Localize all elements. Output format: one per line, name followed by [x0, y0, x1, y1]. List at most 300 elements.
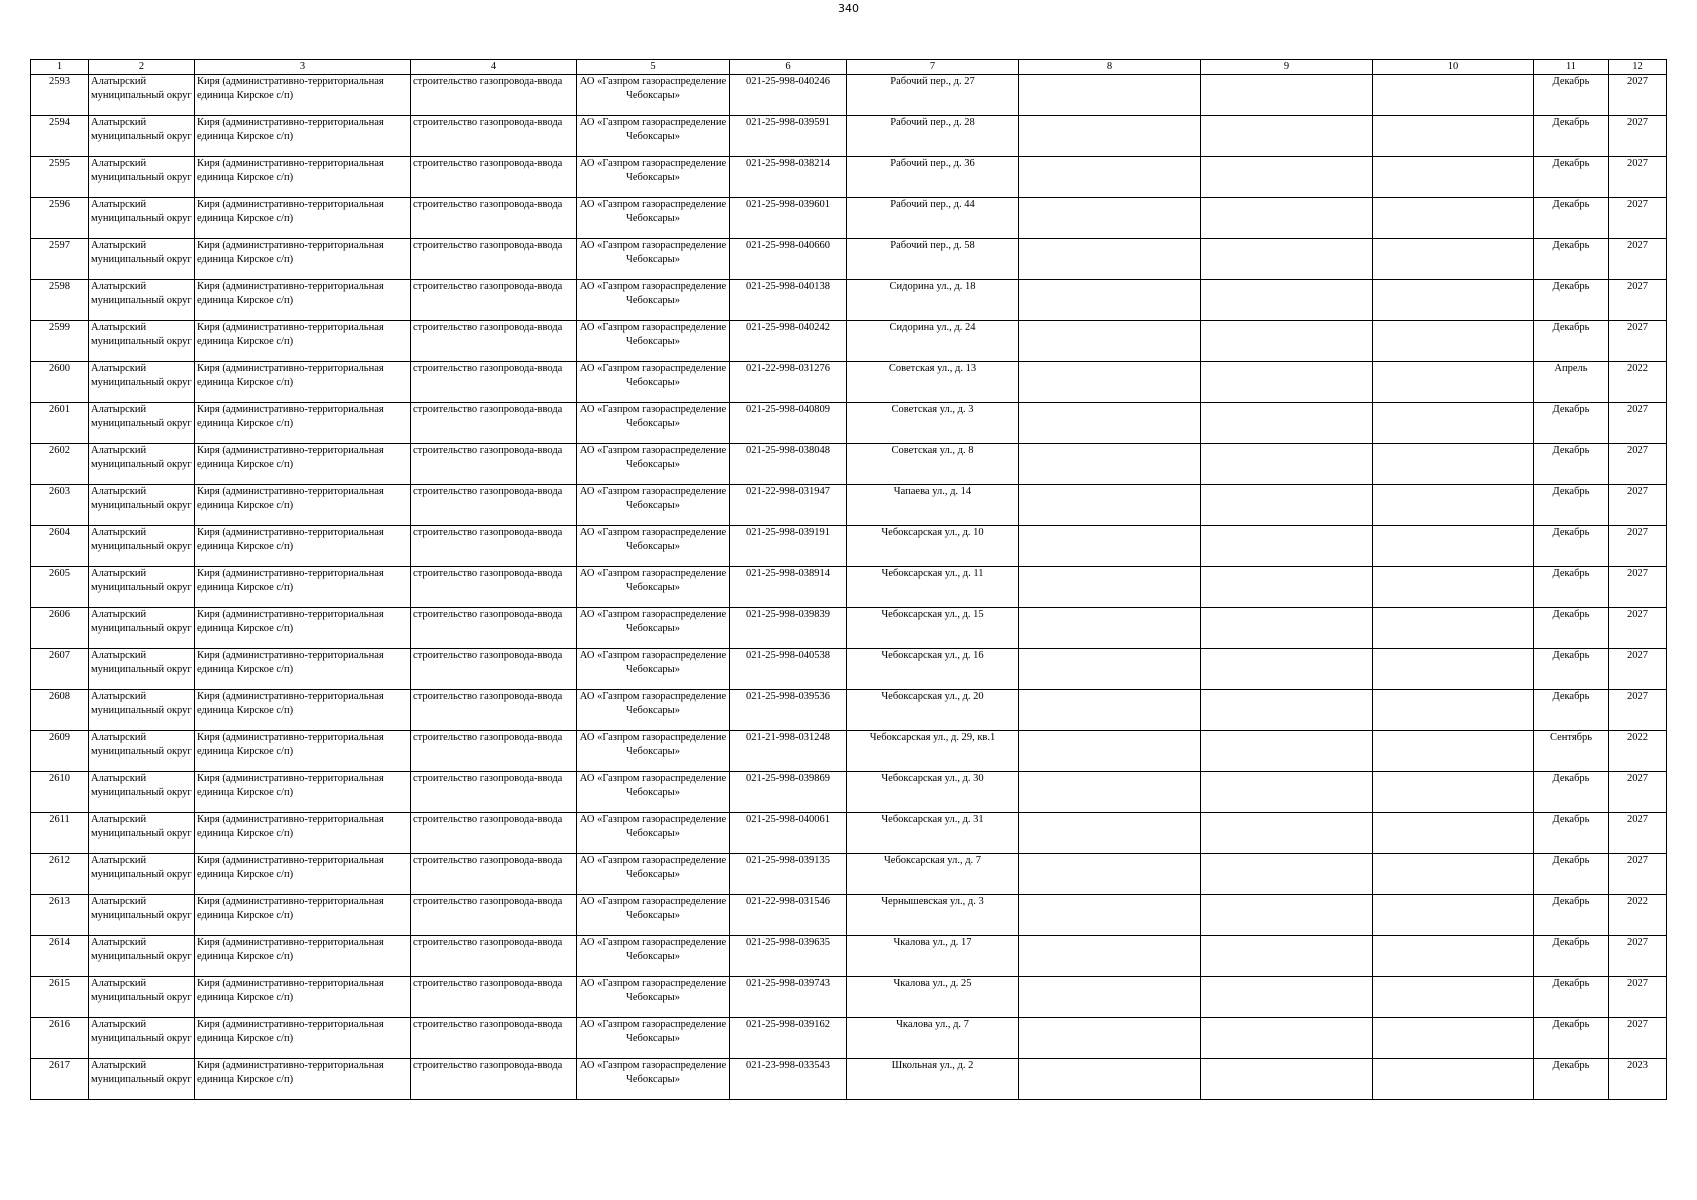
column-9-cell — [1201, 936, 1373, 977]
year-cell-text: 2027 — [1627, 404, 1648, 415]
year-cell — [1609, 649, 1667, 690]
application-code-cell-text: 021-22-998-031947 — [746, 486, 830, 497]
locality-cell-text: Киря (административно-территориальная единица Кирское с/п) — [197, 1060, 384, 1085]
row-number-cell — [31, 280, 89, 321]
table-row — [31, 936, 1667, 977]
gas-company-cell — [577, 362, 730, 403]
row-number-cell-text: 2600 — [49, 363, 70, 374]
column-number: 8 — [1019, 60, 1201, 75]
gas-company-cell-text: АО «Газпром газораспределение Чебоксары» — [579, 199, 727, 224]
column-10-cell — [1373, 157, 1534, 198]
row-number-cell — [31, 362, 89, 403]
year-cell-text: 2027 — [1627, 117, 1648, 128]
table-row — [31, 854, 1667, 895]
address-cell — [847, 485, 1019, 526]
locality-cell — [195, 936, 411, 977]
month-cell-text: Декабрь — [1552, 117, 1590, 128]
work-type-cell-text: строительство газопровода-ввода — [413, 896, 563, 907]
application-code-cell — [730, 485, 847, 526]
gas-company-cell — [577, 157, 730, 198]
row-number-cell — [31, 239, 89, 280]
column-8-cell — [1019, 731, 1201, 772]
district-cell-text: Алатырский муниципальный округ — [91, 978, 192, 1003]
row-number-cell — [31, 813, 89, 854]
district-cell-text: Алатырский муниципальный округ — [91, 281, 192, 306]
address-cell — [847, 895, 1019, 936]
column-8-cell-text — [1021, 116, 1198, 156]
column-9-cell — [1201, 280, 1373, 321]
district-cell — [89, 854, 195, 895]
work-type-cell-text: строительство газопровода-ввода — [413, 281, 563, 292]
month-cell-text: Декабрь — [1552, 1019, 1590, 1030]
application-code-cell — [730, 1059, 847, 1100]
district-cell-text: Алатырский муниципальный округ — [91, 527, 192, 552]
year-cell-text: 2022 — [1627, 732, 1648, 743]
district-cell-text: Алатырский муниципальный округ — [91, 445, 192, 470]
district-cell — [89, 444, 195, 485]
month-cell-text: Декабрь — [1552, 404, 1590, 415]
gas-company-cell — [577, 75, 730, 116]
district-cell-text: Алатырский муниципальный округ — [91, 814, 192, 839]
column-9-cell — [1201, 731, 1373, 772]
column-9-cell — [1201, 239, 1373, 280]
locality-cell-text: Киря (административно-территориальная единица Кирское с/п) — [197, 240, 384, 265]
column-9-cell-text — [1203, 813, 1370, 853]
gas-company-cell — [577, 936, 730, 977]
locality-cell-text: Киря (административно-территориальная единица Кирское с/п) — [197, 773, 384, 798]
month-cell-text: Декабрь — [1552, 445, 1590, 456]
column-8-cell-text — [1021, 198, 1198, 238]
year-cell — [1609, 731, 1667, 772]
application-code-cell — [730, 75, 847, 116]
district-cell-text: Алатырский муниципальный округ — [91, 691, 192, 716]
column-9-cell-text — [1203, 608, 1370, 648]
gas-company-cell — [577, 690, 730, 731]
row-number-cell-text: 2596 — [49, 199, 70, 210]
district-cell — [89, 608, 195, 649]
application-code-cell-text: 021-25-998-038048 — [746, 445, 830, 456]
month-cell-text: Декабрь — [1552, 650, 1590, 661]
district-cell — [89, 485, 195, 526]
column-10-cell — [1373, 321, 1534, 362]
table-row — [31, 362, 1667, 403]
locality-cell-text: Киря (административно-территориальная единица Кирское с/п) — [197, 322, 384, 347]
district-cell-text: Алатырский муниципальный округ — [91, 568, 192, 593]
locality-cell-text: Киря (административно-территориальная единица Кирское с/п) — [197, 609, 384, 634]
column-number: 5 — [577, 60, 730, 75]
gas-company-cell-text: АО «Газпром газораспределение Чебоксары» — [579, 609, 727, 634]
gas-company-cell — [577, 116, 730, 157]
table-row — [31, 526, 1667, 567]
column-8-cell-text — [1021, 239, 1198, 279]
application-code-cell-text: 021-25-998-039869 — [746, 773, 830, 784]
row-number-cell-text: 2606 — [49, 609, 70, 620]
column-10-cell — [1373, 690, 1534, 731]
application-code-cell — [730, 731, 847, 772]
address-cell — [847, 854, 1019, 895]
application-code-cell-text: 021-21-998-031248 — [746, 732, 830, 743]
column-10-cell — [1373, 444, 1534, 485]
district-cell — [89, 280, 195, 321]
district-cell — [89, 731, 195, 772]
column-8-cell-text — [1021, 321, 1198, 361]
work-type-cell-text: строительство газопровода-ввода — [413, 322, 563, 333]
district-cell-text: Алатырский муниципальный округ — [91, 486, 192, 511]
address-cell-text: Чапаева ул., д. 14 — [893, 486, 972, 497]
column-8-cell — [1019, 567, 1201, 608]
year-cell-text: 2027 — [1627, 650, 1648, 661]
gas-company-cell — [577, 444, 730, 485]
row-number-cell-text: 2602 — [49, 445, 70, 456]
work-type-cell-text: строительство газопровода-ввода — [413, 76, 563, 87]
gas-company-cell — [577, 280, 730, 321]
column-8-cell-text — [1021, 526, 1198, 566]
application-code-cell-text: 021-25-998-039839 — [746, 609, 830, 620]
row-number-cell-text: 2599 — [49, 322, 70, 333]
address-cell-text: Чкалова ул., д. 17 — [893, 937, 972, 948]
application-code-cell-text: 021-25-998-038914 — [746, 568, 830, 579]
address-cell — [847, 157, 1019, 198]
address-cell-text: Советская ул., д. 8 — [891, 445, 974, 456]
column-8-cell-text — [1021, 731, 1198, 771]
gas-company-cell-text: АО «Газпром газораспределение Чебоксары» — [579, 76, 727, 101]
address-cell-text: Чебоксарская ул., д. 7 — [883, 855, 982, 866]
column-9-cell-text — [1203, 116, 1370, 156]
year-cell — [1609, 198, 1667, 239]
application-code-cell — [730, 157, 847, 198]
row-number-cell — [31, 444, 89, 485]
column-10-cell-text — [1375, 1018, 1531, 1058]
row-number-cell-text: 2595 — [49, 158, 70, 169]
table-row — [31, 321, 1667, 362]
locality-cell — [195, 362, 411, 403]
table-row — [31, 116, 1667, 157]
application-code-cell — [730, 567, 847, 608]
column-10-cell — [1373, 854, 1534, 895]
year-cell-text: 2027 — [1627, 691, 1648, 702]
work-type-cell — [411, 116, 577, 157]
application-code-cell — [730, 649, 847, 690]
application-code-cell — [730, 813, 847, 854]
application-code-cell-text: 021-22-998-031546 — [746, 896, 830, 907]
address-cell-text: Рабочий пер., д. 58 — [890, 240, 975, 251]
month-cell-text: Декабрь — [1552, 158, 1590, 169]
column-9-cell — [1201, 198, 1373, 239]
table-row — [31, 198, 1667, 239]
gas-company-cell — [577, 731, 730, 772]
district-cell — [89, 813, 195, 854]
district-cell — [89, 403, 195, 444]
column-10-cell — [1373, 936, 1534, 977]
work-type-cell — [411, 731, 577, 772]
gas-company-cell — [577, 813, 730, 854]
column-8-cell-text — [1021, 813, 1198, 853]
month-cell-text: Декабрь — [1552, 773, 1590, 784]
column-10-cell-text — [1375, 116, 1531, 156]
column-number: 4 — [411, 60, 577, 75]
column-10-cell-text — [1375, 1059, 1531, 1099]
column-8-cell-text — [1021, 157, 1198, 197]
table-row — [31, 731, 1667, 772]
row-number-cell — [31, 649, 89, 690]
address-cell-text: Чебоксарская ул., д. 10 — [881, 527, 984, 538]
address-cell-text: Чернышевская ул., д. 3 — [881, 896, 984, 907]
month-cell-text: Декабрь — [1552, 855, 1590, 866]
year-cell — [1609, 772, 1667, 813]
column-9-cell-text — [1203, 362, 1370, 402]
column-number: 6 — [730, 60, 847, 75]
year-cell-text: 2027 — [1627, 1019, 1648, 1030]
application-code-cell — [730, 116, 847, 157]
column-10-cell-text — [1375, 567, 1531, 607]
district-cell-text: Алатырский муниципальный округ — [91, 1019, 192, 1044]
column-10-cell-text — [1375, 280, 1531, 320]
month-cell-text: Апрель — [1554, 363, 1588, 374]
district-cell-text: Алатырский муниципальный округ — [91, 199, 192, 224]
column-9-cell-text — [1203, 567, 1370, 607]
locality-cell-text: Киря (административно-территориальная единица Кирское с/п) — [197, 650, 384, 675]
column-9-cell — [1201, 813, 1373, 854]
column-8-cell — [1019, 321, 1201, 362]
row-number-cell-text: 2601 — [49, 404, 70, 415]
gas-company-cell — [577, 526, 730, 567]
address-cell-text: Чкалова ул., д. 7 — [896, 1019, 969, 1030]
work-type-cell-text: строительство газопровода-ввода — [413, 773, 563, 784]
district-cell — [89, 567, 195, 608]
address-cell-text: Советская ул., д. 3 — [891, 404, 974, 415]
month-cell — [1534, 75, 1609, 116]
column-8-cell-text — [1021, 567, 1198, 607]
month-cell — [1534, 936, 1609, 977]
row-number-cell — [31, 1018, 89, 1059]
locality-cell — [195, 1059, 411, 1100]
address-cell — [847, 198, 1019, 239]
gas-company-cell-text: АО «Газпром газораспределение Чебоксары» — [579, 650, 727, 675]
gas-company-cell-text: АО «Газпром газораспределение Чебоксары» — [579, 322, 727, 347]
locality-cell — [195, 75, 411, 116]
application-code-cell — [730, 280, 847, 321]
application-code-cell — [730, 362, 847, 403]
year-cell — [1609, 321, 1667, 362]
year-cell-text: 2022 — [1627, 363, 1648, 374]
row-number-cell-text: 2616 — [49, 1019, 70, 1030]
address-cell-text: Чебоксарская ул., д. 16 — [881, 650, 984, 661]
column-9-cell-text — [1203, 157, 1370, 197]
work-type-cell-text: строительство газопровода-ввода — [413, 199, 563, 210]
month-cell-text: Сентябрь — [1549, 732, 1593, 743]
district-cell — [89, 526, 195, 567]
gas-company-cell-text: АО «Газпром газораспределение Чебоксары» — [579, 240, 727, 265]
application-code-cell — [730, 444, 847, 485]
gas-company-cell-text: АО «Газпром газораспределение Чебоксары» — [579, 568, 727, 593]
gas-company-cell-text: АО «Газпром газораспределение Чебоксары» — [579, 773, 727, 798]
district-cell — [89, 1059, 195, 1100]
row-number-cell — [31, 854, 89, 895]
column-10-cell-text — [1375, 198, 1531, 238]
district-cell-text: Алатырский муниципальный округ — [91, 609, 192, 634]
column-8-cell-text — [1021, 854, 1198, 894]
application-code-cell-text: 021-25-998-039591 — [746, 117, 830, 128]
application-code-cell-text: 021-25-998-040538 — [746, 650, 830, 661]
work-type-cell — [411, 239, 577, 280]
work-type-cell — [411, 895, 577, 936]
column-9-cell — [1201, 321, 1373, 362]
month-cell — [1534, 977, 1609, 1018]
row-number-cell — [31, 936, 89, 977]
address-cell — [847, 526, 1019, 567]
application-code-cell-text: 021-25-998-040061 — [746, 814, 830, 825]
year-cell — [1609, 157, 1667, 198]
row-number-cell-text: 2598 — [49, 281, 70, 292]
row-number-cell — [31, 977, 89, 1018]
work-type-cell — [411, 485, 577, 526]
application-code-cell — [730, 936, 847, 977]
gas-company-cell — [577, 895, 730, 936]
row-number-cell — [31, 75, 89, 116]
row-number-cell — [31, 772, 89, 813]
locality-cell-text: Киря (административно-территориальная единица Кирское с/п) — [197, 568, 384, 593]
column-8-cell — [1019, 813, 1201, 854]
column-8-cell — [1019, 444, 1201, 485]
column-number: 10 — [1373, 60, 1534, 75]
application-code-cell — [730, 239, 847, 280]
column-8-cell-text — [1021, 1018, 1198, 1058]
column-9-cell-text — [1203, 731, 1370, 771]
row-number-cell — [31, 321, 89, 362]
work-type-cell — [411, 608, 577, 649]
work-type-cell — [411, 567, 577, 608]
column-8-cell — [1019, 854, 1201, 895]
application-code-cell — [730, 526, 847, 567]
district-cell-text: Алатырский муниципальный округ — [91, 937, 192, 962]
application-code-cell-text: 021-25-998-039635 — [746, 937, 830, 948]
table-row — [31, 239, 1667, 280]
work-type-cell-text: строительство газопровода-ввода — [413, 404, 563, 415]
column-10-cell — [1373, 731, 1534, 772]
gas-company-cell — [577, 608, 730, 649]
month-cell-text: Декабрь — [1552, 486, 1590, 497]
column-8-cell-text — [1021, 772, 1198, 812]
address-cell-text: Чебоксарская ул., д. 15 — [881, 609, 984, 620]
address-cell-text: Сидорина ул., д. 18 — [889, 281, 976, 292]
gas-company-cell-text: АО «Газпром газораспределение Чебоксары» — [579, 1060, 727, 1085]
column-8-cell-text — [1021, 1059, 1198, 1099]
year-cell — [1609, 444, 1667, 485]
column-10-cell-text — [1375, 772, 1531, 812]
work-type-cell — [411, 854, 577, 895]
locality-cell — [195, 485, 411, 526]
month-cell-text: Декабрь — [1552, 240, 1590, 251]
table-row — [31, 772, 1667, 813]
locality-cell — [195, 280, 411, 321]
locality-cell — [195, 321, 411, 362]
table-row — [31, 75, 1667, 116]
column-8-cell-text — [1021, 608, 1198, 648]
application-code-cell-text: 021-25-998-039191 — [746, 527, 830, 538]
column-10-cell — [1373, 1018, 1534, 1059]
locality-cell-text: Киря (административно-территориальная единица Кирское с/п) — [197, 76, 384, 101]
gas-company-cell — [577, 198, 730, 239]
work-type-cell — [411, 690, 577, 731]
column-9-cell-text — [1203, 280, 1370, 320]
address-cell-text: Сидорина ул., д. 24 — [889, 322, 976, 333]
year-cell-text: 2027 — [1627, 855, 1648, 866]
column-9-cell — [1201, 1059, 1373, 1100]
row-number-cell-text: 2597 — [49, 240, 70, 251]
column-8-cell — [1019, 1059, 1201, 1100]
work-type-cell-text: строительство газопровода-ввода — [413, 732, 563, 743]
column-8-cell — [1019, 485, 1201, 526]
column-9-cell — [1201, 567, 1373, 608]
column-9-cell — [1201, 690, 1373, 731]
column-10-cell-text — [1375, 362, 1531, 402]
column-9-cell — [1201, 977, 1373, 1018]
column-10-cell-text — [1375, 608, 1531, 648]
column-8-cell-text — [1021, 403, 1198, 443]
district-cell-text: Алатырский муниципальный округ — [91, 404, 192, 429]
month-cell — [1534, 444, 1609, 485]
column-8-cell-text — [1021, 280, 1198, 320]
year-cell — [1609, 526, 1667, 567]
application-code-cell — [730, 895, 847, 936]
column-10-cell-text — [1375, 239, 1531, 279]
locality-cell-text: Киря (административно-территориальная единица Кирское с/п) — [197, 363, 384, 388]
address-cell — [847, 649, 1019, 690]
month-cell — [1534, 608, 1609, 649]
month-cell-text: Декабрь — [1552, 76, 1590, 87]
gas-company-cell — [577, 567, 730, 608]
column-10-cell-text — [1375, 444, 1531, 484]
column-9-cell-text — [1203, 772, 1370, 812]
application-code-cell-text: 021-25-998-040138 — [746, 281, 830, 292]
row-number-cell-text: 2617 — [49, 1060, 70, 1071]
district-cell — [89, 936, 195, 977]
year-cell-text: 2027 — [1627, 978, 1648, 989]
application-code-cell — [730, 977, 847, 1018]
district-cell-text: Алатырский муниципальный округ — [91, 855, 192, 880]
column-number: 9 — [1201, 60, 1373, 75]
year-cell-text: 2027 — [1627, 322, 1648, 333]
gas-company-cell-text: АО «Газпром газораспределение Чебоксары» — [579, 281, 727, 306]
column-10-cell-text — [1375, 936, 1531, 976]
column-8-cell-text — [1021, 649, 1198, 689]
district-cell — [89, 649, 195, 690]
locality-cell-text: Киря (административно-территориальная единица Кирское с/п) — [197, 814, 384, 839]
gas-company-cell-text: АО «Газпром газораспределение Чебоксары» — [579, 117, 727, 142]
column-9-cell — [1201, 157, 1373, 198]
row-number-cell — [31, 608, 89, 649]
month-cell-text: Декабрь — [1552, 978, 1590, 989]
locality-cell — [195, 526, 411, 567]
gas-company-cell — [577, 485, 730, 526]
district-cell — [89, 895, 195, 936]
column-8-cell-text — [1021, 977, 1198, 1017]
address-cell — [847, 444, 1019, 485]
month-cell — [1534, 116, 1609, 157]
table-row — [31, 1059, 1667, 1100]
month-cell-text: Декабрь — [1552, 568, 1590, 579]
locality-cell-text: Киря (административно-территориальная единица Кирское с/п) — [197, 117, 384, 142]
column-9-cell — [1201, 608, 1373, 649]
application-code-cell — [730, 198, 847, 239]
column-10-cell-text — [1375, 75, 1531, 115]
year-cell — [1609, 362, 1667, 403]
column-8-cell — [1019, 649, 1201, 690]
locality-cell — [195, 731, 411, 772]
gas-company-cell-text: АО «Газпром газораспределение Чебоксары» — [579, 732, 727, 757]
column-9-cell — [1201, 649, 1373, 690]
column-8-cell-text — [1021, 936, 1198, 976]
